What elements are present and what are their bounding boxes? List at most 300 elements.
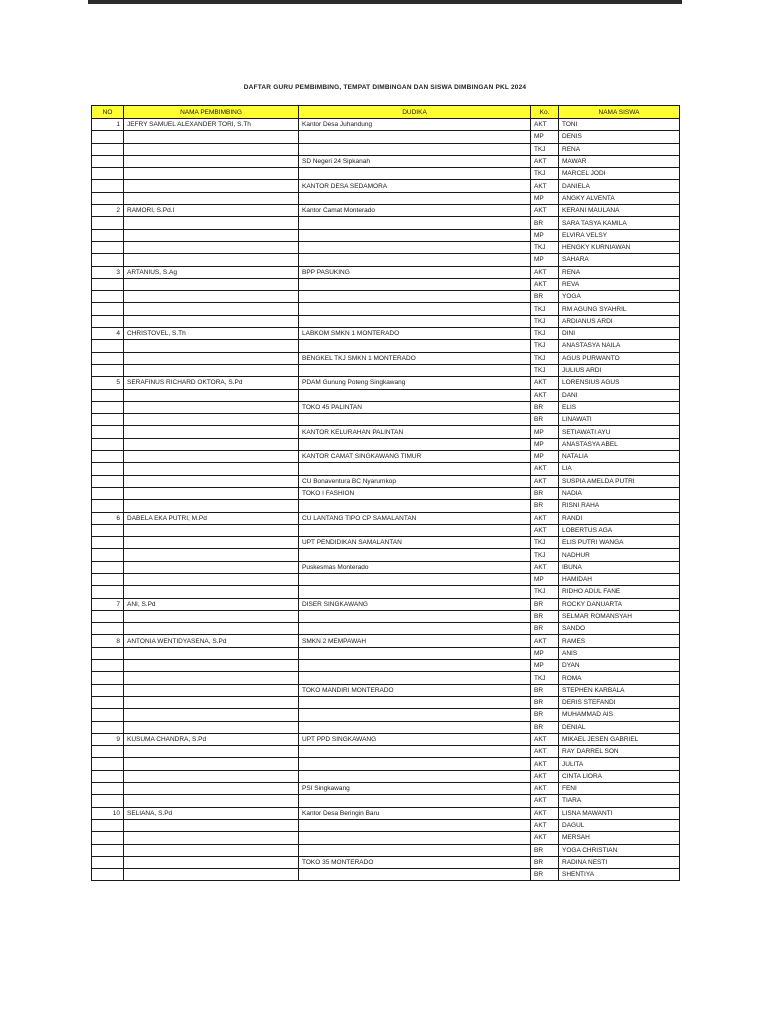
table-row bbox=[92, 241, 680, 253]
cell-no bbox=[92, 241, 124, 253]
cell-no bbox=[92, 463, 124, 475]
cell-ko: BR bbox=[531, 291, 559, 303]
table-row bbox=[92, 168, 680, 180]
cell-no bbox=[92, 438, 124, 450]
table-row bbox=[92, 414, 680, 426]
cell-dudika bbox=[299, 315, 531, 327]
cell-nama: RENA bbox=[559, 266, 680, 278]
cell-guru bbox=[124, 561, 299, 573]
cell-guru bbox=[124, 241, 299, 253]
cell-dudika: KANTOR KELURAHAN PALINTAN bbox=[299, 426, 531, 438]
cell-ko: AKT bbox=[531, 733, 559, 745]
table-row bbox=[92, 192, 680, 204]
cell-dudika bbox=[299, 770, 531, 782]
cell-dudika: BPP PASUKING bbox=[299, 266, 531, 278]
table-row bbox=[92, 684, 680, 696]
cell-no: 10 bbox=[92, 807, 124, 819]
cell-guru bbox=[124, 660, 299, 672]
cell-ko: BR bbox=[531, 709, 559, 721]
cell-dudika: CU Bonaventura BC Nyarumkop bbox=[299, 475, 531, 487]
header-no: NO bbox=[92, 106, 124, 119]
table-row bbox=[92, 340, 680, 352]
cell-no bbox=[92, 758, 124, 770]
cell-ko: AKT bbox=[531, 266, 559, 278]
cell-nama: LINAWATI bbox=[559, 414, 680, 426]
cell-nama: DERIS STEFANDI bbox=[559, 696, 680, 708]
assignment-table bbox=[91, 105, 680, 881]
cell-guru bbox=[124, 721, 299, 733]
table-row bbox=[92, 401, 680, 413]
cell-guru bbox=[124, 131, 299, 143]
cell-guru bbox=[124, 414, 299, 426]
cell-ko: TKJ bbox=[531, 241, 559, 253]
cell-nama: LIA bbox=[559, 463, 680, 475]
cell-nama: RISNI RAHA bbox=[559, 500, 680, 512]
cell-no bbox=[92, 573, 124, 585]
cell-no bbox=[92, 684, 124, 696]
cell-no: 6 bbox=[92, 512, 124, 524]
cell-dudika bbox=[299, 364, 531, 376]
cell-guru: CHRISTOVEL, S.Th bbox=[124, 328, 299, 340]
cell-no bbox=[92, 303, 124, 315]
cell-nama: CINTA LIORA bbox=[559, 770, 680, 782]
cell-ko: AKT bbox=[531, 561, 559, 573]
cell-ko: TKJ bbox=[531, 315, 559, 327]
cell-guru bbox=[124, 573, 299, 585]
cell-nama: SAHARA bbox=[559, 254, 680, 266]
cell-no bbox=[92, 217, 124, 229]
cell-guru bbox=[124, 684, 299, 696]
cell-no bbox=[92, 426, 124, 438]
cell-guru bbox=[124, 770, 299, 782]
cell-dudika bbox=[299, 389, 531, 401]
cell-guru bbox=[124, 537, 299, 549]
cell-nama: DANIELA bbox=[559, 180, 680, 192]
cell-ko: BR bbox=[531, 610, 559, 622]
cell-guru: SERAFINUS RICHARD OKTORA, S.Pd bbox=[124, 377, 299, 389]
cell-ko: AKT bbox=[531, 783, 559, 795]
cell-guru: ANI, S.Pd bbox=[124, 598, 299, 610]
cell-nama: NATALIA bbox=[559, 451, 680, 463]
cell-nama: DENIS bbox=[559, 131, 680, 143]
cell-guru: RAMORI, S.Pd.I bbox=[124, 205, 299, 217]
cell-nama: LISNA MAWANTI bbox=[559, 807, 680, 819]
cell-nama: KERANI MAULANA bbox=[559, 205, 680, 217]
cell-ko: TKJ bbox=[531, 537, 559, 549]
cell-guru bbox=[124, 586, 299, 598]
cell-guru bbox=[124, 389, 299, 401]
cell-ko: BR bbox=[531, 487, 559, 499]
cell-no bbox=[92, 229, 124, 241]
cell-nama: JULITA bbox=[559, 758, 680, 770]
cell-nama: DAGUL bbox=[559, 819, 680, 831]
cell-dudika bbox=[299, 438, 531, 450]
cell-dudika bbox=[299, 500, 531, 512]
cell-guru bbox=[124, 401, 299, 413]
cell-nama: AGUS PURWANTO bbox=[559, 352, 680, 364]
cell-nama: ARDIANUS ARDI bbox=[559, 315, 680, 327]
cell-nama: ROCKY DANUARTA bbox=[559, 598, 680, 610]
cell-guru bbox=[124, 610, 299, 622]
cell-no bbox=[92, 364, 124, 376]
table-row bbox=[92, 205, 680, 217]
cell-nama: SARA TASYA KAMILA bbox=[559, 217, 680, 229]
cell-nama: RADINA NESTI bbox=[559, 856, 680, 868]
cell-dudika bbox=[299, 746, 531, 758]
table-row bbox=[92, 660, 680, 672]
cell-dudika bbox=[299, 573, 531, 585]
table-row bbox=[92, 770, 680, 782]
table-row bbox=[92, 426, 680, 438]
cell-dudika: CU LANTANG TIPO CP SAMALANTAN bbox=[299, 512, 531, 524]
cell-ko: AKT bbox=[531, 758, 559, 770]
table-row bbox=[92, 487, 680, 499]
cell-ko: TKJ bbox=[531, 340, 559, 352]
cell-dudika bbox=[299, 463, 531, 475]
cell-no bbox=[92, 856, 124, 868]
cell-ko: AKT bbox=[531, 819, 559, 831]
cell-ko: AKT bbox=[531, 512, 559, 524]
cell-no bbox=[92, 500, 124, 512]
cell-nama: TONI bbox=[559, 119, 680, 131]
cell-dudika: TOKO 35 MONTERADO bbox=[299, 856, 531, 868]
cell-nama: JULIUS ARDI bbox=[559, 364, 680, 376]
cell-dudika: PDAM Gunung Poteng Singkawang bbox=[299, 377, 531, 389]
table-body bbox=[92, 119, 680, 881]
cell-guru bbox=[124, 291, 299, 303]
cell-dudika: LABKOM SMKN 1 MONTERADO bbox=[299, 328, 531, 340]
cell-guru: DABELA EKA PUTRI, M.Pd bbox=[124, 512, 299, 524]
cell-dudika bbox=[299, 414, 531, 426]
cell-dudika: UPT PPD SINGKAWANG bbox=[299, 733, 531, 745]
cell-ko: AKT bbox=[531, 119, 559, 131]
cell-dudika bbox=[299, 844, 531, 856]
cell-dudika bbox=[299, 303, 531, 315]
cell-no bbox=[92, 623, 124, 635]
table-row bbox=[92, 438, 680, 450]
table-row bbox=[92, 561, 680, 573]
cell-dudika bbox=[299, 254, 531, 266]
table-row bbox=[92, 869, 680, 881]
cell-no bbox=[92, 414, 124, 426]
cell-no bbox=[92, 155, 124, 167]
cell-dudika bbox=[299, 647, 531, 659]
table-row bbox=[92, 155, 680, 167]
cell-no bbox=[92, 340, 124, 352]
cell-nama: YOGA CHRISTIAN bbox=[559, 844, 680, 856]
table-header-row bbox=[92, 106, 680, 119]
cell-guru bbox=[124, 623, 299, 635]
cell-ko: AKT bbox=[531, 205, 559, 217]
table-row bbox=[92, 795, 680, 807]
cell-no bbox=[92, 475, 124, 487]
cell-nama: HENGKY KURNIAWAN bbox=[559, 241, 680, 253]
cell-no: 1 bbox=[92, 119, 124, 131]
table-row bbox=[92, 475, 680, 487]
cell-no bbox=[92, 586, 124, 598]
cell-dudika bbox=[299, 291, 531, 303]
cell-nama: ANGKY ALVENTA bbox=[559, 192, 680, 204]
cell-guru bbox=[124, 487, 299, 499]
cell-guru bbox=[124, 229, 299, 241]
cell-guru bbox=[124, 758, 299, 770]
cell-no bbox=[92, 291, 124, 303]
cell-dudika: TOKO 45 PALINTAN bbox=[299, 401, 531, 413]
cell-nama: REVA bbox=[559, 278, 680, 290]
cell-ko: TKJ bbox=[531, 328, 559, 340]
cell-nama: ROMA bbox=[559, 672, 680, 684]
cell-ko: BR bbox=[531, 500, 559, 512]
cell-ko: TKJ bbox=[531, 168, 559, 180]
cell-ko: AKT bbox=[531, 389, 559, 401]
table-row bbox=[92, 758, 680, 770]
cell-guru bbox=[124, 278, 299, 290]
cell-no bbox=[92, 819, 124, 831]
cell-no: 5 bbox=[92, 377, 124, 389]
cell-ko: AKT bbox=[531, 795, 559, 807]
table-row bbox=[92, 623, 680, 635]
cell-dudika: KANTOR CAMAT SINGKAWANG TIMUR bbox=[299, 451, 531, 463]
table-row bbox=[92, 586, 680, 598]
cell-guru bbox=[124, 451, 299, 463]
cell-guru bbox=[124, 303, 299, 315]
cell-dudika: SMKN 2 MEMPAWAH bbox=[299, 635, 531, 647]
cell-no bbox=[92, 696, 124, 708]
cell-no bbox=[92, 352, 124, 364]
table-row bbox=[92, 844, 680, 856]
cell-no bbox=[92, 180, 124, 192]
cell-guru bbox=[124, 524, 299, 536]
table-row bbox=[92, 696, 680, 708]
cell-ko: MP bbox=[531, 426, 559, 438]
cell-dudika bbox=[299, 819, 531, 831]
cell-no bbox=[92, 869, 124, 881]
header-ko: Ko. bbox=[531, 106, 559, 119]
table-row bbox=[92, 549, 680, 561]
cell-dudika: KANTOR DESA SEDAMORA bbox=[299, 180, 531, 192]
cell-guru bbox=[124, 364, 299, 376]
cell-nama: MIKAEL JESEN GABRIEL bbox=[559, 733, 680, 745]
cell-no: 3 bbox=[92, 266, 124, 278]
cell-dudika: Kantor Desa Juhandung bbox=[299, 119, 531, 131]
cell-ko: TKJ bbox=[531, 672, 559, 684]
cell-dudika bbox=[299, 241, 531, 253]
cell-nama: DANI bbox=[559, 389, 680, 401]
cell-nama: TIARA bbox=[559, 795, 680, 807]
cell-dudika bbox=[299, 696, 531, 708]
cell-guru: KUSUMA CHANDRA, S.Pd bbox=[124, 733, 299, 745]
cell-nama: IBUNA bbox=[559, 561, 680, 573]
table-row bbox=[92, 709, 680, 721]
cell-guru bbox=[124, 783, 299, 795]
table-row bbox=[92, 610, 680, 622]
table-row bbox=[92, 254, 680, 266]
cell-no bbox=[92, 832, 124, 844]
document-title: DAFTAR GURU PEMBIMBING, TEMPAT DIMBINGAN DAN SISWA DIMBINGAN PKL 2024 bbox=[243, 84, 527, 91]
cell-dudika bbox=[299, 143, 531, 155]
cell-no bbox=[92, 537, 124, 549]
table-row bbox=[92, 832, 680, 844]
cell-dudika bbox=[299, 192, 531, 204]
table-row bbox=[92, 672, 680, 684]
cell-ko: AKT bbox=[531, 832, 559, 844]
table-row bbox=[92, 819, 680, 831]
table-row bbox=[92, 131, 680, 143]
cell-ko: BR bbox=[531, 696, 559, 708]
cell-guru bbox=[124, 500, 299, 512]
cell-nama: SUSPIA AMELDA PUTRI bbox=[559, 475, 680, 487]
cell-no bbox=[92, 647, 124, 659]
cell-ko: AKT bbox=[531, 463, 559, 475]
cell-nama: ANIS bbox=[559, 647, 680, 659]
cell-dudika bbox=[299, 623, 531, 635]
cell-ko: MP bbox=[531, 451, 559, 463]
cell-nama: RIDHO ADUL FANE bbox=[559, 586, 680, 598]
cell-guru: ARTANIUS, S.Ag bbox=[124, 266, 299, 278]
cell-guru bbox=[124, 463, 299, 475]
cell-dudika: UPT PENDIDIKAN SAMALANTAN bbox=[299, 537, 531, 549]
cell-nama: SETIAWATI AYU bbox=[559, 426, 680, 438]
cell-nama: RM AGUNG SYAHRIL bbox=[559, 303, 680, 315]
table-row bbox=[92, 524, 680, 536]
table-row bbox=[92, 512, 680, 524]
cell-no bbox=[92, 131, 124, 143]
cell-dudika: Kantor Desa Beringin Baru bbox=[299, 807, 531, 819]
cell-nama: ELVIRA VELSY bbox=[559, 229, 680, 241]
cell-no bbox=[92, 524, 124, 536]
cell-dudika bbox=[299, 131, 531, 143]
table-row bbox=[92, 746, 680, 758]
cell-nama: MAWAR bbox=[559, 155, 680, 167]
header-guru: NAMA PEMBIMBING bbox=[124, 106, 299, 119]
cell-no: 4 bbox=[92, 328, 124, 340]
cell-guru bbox=[124, 143, 299, 155]
cell-dudika bbox=[299, 229, 531, 241]
table-row bbox=[92, 328, 680, 340]
cell-no bbox=[92, 168, 124, 180]
cell-dudika bbox=[299, 524, 531, 536]
cell-dudika: TOKO MANDIRI MONTERADO bbox=[299, 684, 531, 696]
cell-ko: AKT bbox=[531, 746, 559, 758]
cell-dudika bbox=[299, 549, 531, 561]
cell-dudika: PSI Singkawang bbox=[299, 783, 531, 795]
cell-ko: TKJ bbox=[531, 364, 559, 376]
cell-no: 7 bbox=[92, 598, 124, 610]
cell-guru bbox=[124, 352, 299, 364]
cell-nama: ELIS bbox=[559, 401, 680, 413]
cell-guru bbox=[124, 340, 299, 352]
cell-ko: BR bbox=[531, 401, 559, 413]
cell-no bbox=[92, 451, 124, 463]
cell-nama: ANASTASYA NAILA bbox=[559, 340, 680, 352]
cell-no bbox=[92, 770, 124, 782]
cell-ko: MP bbox=[531, 229, 559, 241]
cell-guru bbox=[124, 549, 299, 561]
table-row bbox=[92, 856, 680, 868]
cell-dudika bbox=[299, 660, 531, 672]
cell-ko: MP bbox=[531, 647, 559, 659]
cell-no bbox=[92, 401, 124, 413]
cell-no bbox=[92, 561, 124, 573]
cell-ko: MP bbox=[531, 192, 559, 204]
cell-no: 2 bbox=[92, 205, 124, 217]
cell-guru: ANTONIA WENTIDYASENA, S.Pd bbox=[124, 635, 299, 647]
cell-guru bbox=[124, 869, 299, 881]
cell-nama: RAY DARREL SON bbox=[559, 746, 680, 758]
table-row bbox=[92, 377, 680, 389]
table-row bbox=[92, 217, 680, 229]
cell-ko: BR bbox=[531, 217, 559, 229]
table-row bbox=[92, 389, 680, 401]
table-row bbox=[92, 598, 680, 610]
cell-nama: YOGA bbox=[559, 291, 680, 303]
cell-ko: TKJ bbox=[531, 586, 559, 598]
cell-dudika bbox=[299, 869, 531, 881]
cell-dudika: TOKO I FASHION bbox=[299, 487, 531, 499]
cell-guru bbox=[124, 315, 299, 327]
cell-guru bbox=[124, 168, 299, 180]
cell-nama: ANASTASYA ABEL bbox=[559, 438, 680, 450]
cell-guru: JEFRY SAMUEL ALEXANDER TORI, S.Th bbox=[124, 119, 299, 131]
cell-nama: MUHAMMAD AIS bbox=[559, 709, 680, 721]
table-row bbox=[92, 721, 680, 733]
cell-guru bbox=[124, 672, 299, 684]
cell-nama: DINI bbox=[559, 328, 680, 340]
cell-guru bbox=[124, 819, 299, 831]
cell-nama: SHENTIYA bbox=[559, 869, 680, 881]
cell-ko: BR bbox=[531, 414, 559, 426]
cell-nama: NADIA bbox=[559, 487, 680, 499]
cell-ko: MP bbox=[531, 438, 559, 450]
table-row bbox=[92, 463, 680, 475]
cell-ko: BR bbox=[531, 598, 559, 610]
table-row bbox=[92, 635, 680, 647]
cell-ko: BR bbox=[531, 623, 559, 635]
cell-guru bbox=[124, 844, 299, 856]
cell-nama: NADHUR bbox=[559, 549, 680, 561]
table-row bbox=[92, 573, 680, 585]
cell-nama: RAMES bbox=[559, 635, 680, 647]
cell-nama: LOBERTUS AGA bbox=[559, 524, 680, 536]
cell-nama: ELIS PUTRI WANGA bbox=[559, 537, 680, 549]
cell-no bbox=[92, 844, 124, 856]
cell-dudika bbox=[299, 340, 531, 352]
cell-ko: AKT bbox=[531, 278, 559, 290]
cell-ko: BR bbox=[531, 721, 559, 733]
table-row bbox=[92, 783, 680, 795]
cell-guru bbox=[124, 746, 299, 758]
cell-no bbox=[92, 254, 124, 266]
table-row bbox=[92, 537, 680, 549]
cell-guru bbox=[124, 709, 299, 721]
cell-ko: BR bbox=[531, 856, 559, 868]
cell-nama: SELMAR ROMANSYAH bbox=[559, 610, 680, 622]
cell-ko: AKT bbox=[531, 807, 559, 819]
cell-guru bbox=[124, 192, 299, 204]
cell-ko: BR bbox=[531, 844, 559, 856]
cell-dudika bbox=[299, 721, 531, 733]
cell-dudika bbox=[299, 832, 531, 844]
cell-dudika bbox=[299, 758, 531, 770]
table-row bbox=[92, 278, 680, 290]
cell-no bbox=[92, 672, 124, 684]
table-row bbox=[92, 266, 680, 278]
cell-ko: MP bbox=[531, 660, 559, 672]
cell-dudika: BENGKEL TKJ SMKN 1 MONTERADO bbox=[299, 352, 531, 364]
cell-dudika bbox=[299, 672, 531, 684]
cell-guru bbox=[124, 696, 299, 708]
cell-no bbox=[92, 783, 124, 795]
